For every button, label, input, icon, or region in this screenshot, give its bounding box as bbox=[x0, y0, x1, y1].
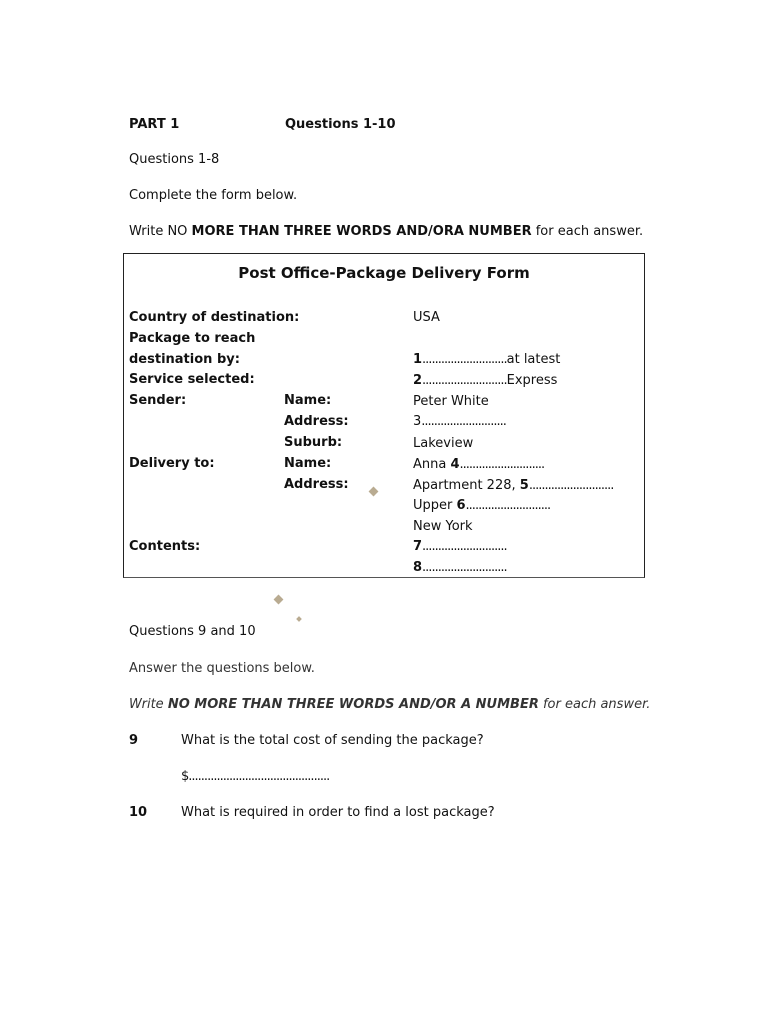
q7-number: 7 bbox=[413, 539, 423, 554]
delivery-label: Delivery to: bbox=[129, 456, 215, 471]
q4-blank: ........................... bbox=[459, 457, 545, 472]
answer-3 bbox=[413, 414, 506, 429]
address-line2-prefix: Upper bbox=[413, 498, 457, 513]
reach-label-1: Package to reach bbox=[129, 331, 256, 346]
q9-number: 9 bbox=[129, 733, 139, 748]
country-label: Country of destination: bbox=[129, 310, 300, 325]
section2-instruction: Answer the questions below. bbox=[129, 661, 315, 676]
rule-prefix: Write NO bbox=[129, 224, 192, 239]
q8-blank: ........................... bbox=[422, 560, 507, 575]
q1-suffix: at latest bbox=[506, 352, 561, 367]
q6-number: 6 bbox=[456, 498, 466, 513]
q2-blank: ........................... bbox=[422, 373, 507, 388]
q8-number: 8 bbox=[413, 560, 423, 575]
section1-instruction: Complete the form below. bbox=[129, 188, 298, 203]
section1-heading: Questions 1-8 bbox=[129, 152, 220, 167]
reach-label-2: destination by: bbox=[129, 352, 240, 367]
sender-name-label: Name: bbox=[284, 393, 332, 408]
rule2-prefix: Write bbox=[129, 697, 168, 712]
rule2-suffix: for each answer. bbox=[538, 697, 651, 712]
q5-number: 5 bbox=[519, 478, 529, 493]
part-label: PART 1 bbox=[129, 117, 180, 132]
answer-6 bbox=[413, 498, 550, 513]
q5-blank: ........................... bbox=[528, 478, 614, 493]
q10-number: 10 bbox=[129, 805, 148, 820]
delivery-name-prefix: Anna bbox=[413, 457, 451, 472]
q2-suffix: Express bbox=[506, 373, 558, 388]
answer-8 bbox=[413, 560, 507, 575]
q9-answer-blank: $............................................. bbox=[181, 769, 330, 784]
answer-4 bbox=[413, 457, 544, 472]
decorative-diamond bbox=[274, 595, 284, 605]
rule-bold: MORE THAN THREE WORDS AND/ORA NUMBER bbox=[191, 224, 532, 239]
sender-label: Sender: bbox=[129, 393, 187, 408]
q3-blank: ........................... bbox=[421, 414, 506, 429]
rule-suffix: for each answer. bbox=[531, 224, 644, 239]
delivery-address-prefix: Apartment 228, bbox=[413, 478, 520, 493]
q9-text: What is the total cost of sending the package? bbox=[181, 733, 484, 748]
suburb-label: Suburb: bbox=[284, 435, 343, 450]
answer-7 bbox=[413, 539, 507, 554]
q3-number: 3 bbox=[413, 414, 422, 429]
section2-heading: Questions 9 and 10 bbox=[129, 624, 256, 639]
delivery-form bbox=[123, 253, 645, 578]
q4-number: 4 bbox=[450, 457, 460, 472]
q7-blank: ........................... bbox=[422, 539, 507, 554]
section1-rule bbox=[129, 224, 643, 239]
answer-2 bbox=[413, 373, 557, 388]
sender-address-label: Address: bbox=[284, 414, 349, 429]
rule2-bold: NO MORE THAN THREE WORDS AND/OR A NUMBER bbox=[167, 697, 539, 712]
delivery-name-label: Name: bbox=[284, 456, 332, 471]
country-value: USA bbox=[413, 310, 440, 325]
q6-blank: ........................... bbox=[465, 498, 551, 513]
form-title: Post Office-Package Delivery Form bbox=[238, 264, 530, 282]
q1-blank: ........................... bbox=[422, 352, 507, 367]
answer-5 bbox=[413, 478, 613, 493]
address-line3: New York bbox=[413, 519, 473, 534]
delivery-address-label: Address: bbox=[284, 477, 349, 492]
sender-name-value: Peter White bbox=[413, 394, 489, 409]
answer-1 bbox=[413, 352, 560, 367]
questions-range: Questions 1-10 bbox=[285, 117, 396, 132]
contents-label: Contents: bbox=[129, 539, 201, 554]
q1-number: 1 bbox=[413, 352, 423, 367]
q10-text: What is required in order to find a lost package? bbox=[181, 805, 495, 820]
section2-rule bbox=[129, 697, 650, 712]
decorative-diamond bbox=[296, 616, 302, 622]
service-label: Service selected: bbox=[129, 372, 255, 387]
q2-number: 2 bbox=[413, 373, 423, 388]
suburb-value: Lakeview bbox=[413, 436, 474, 451]
